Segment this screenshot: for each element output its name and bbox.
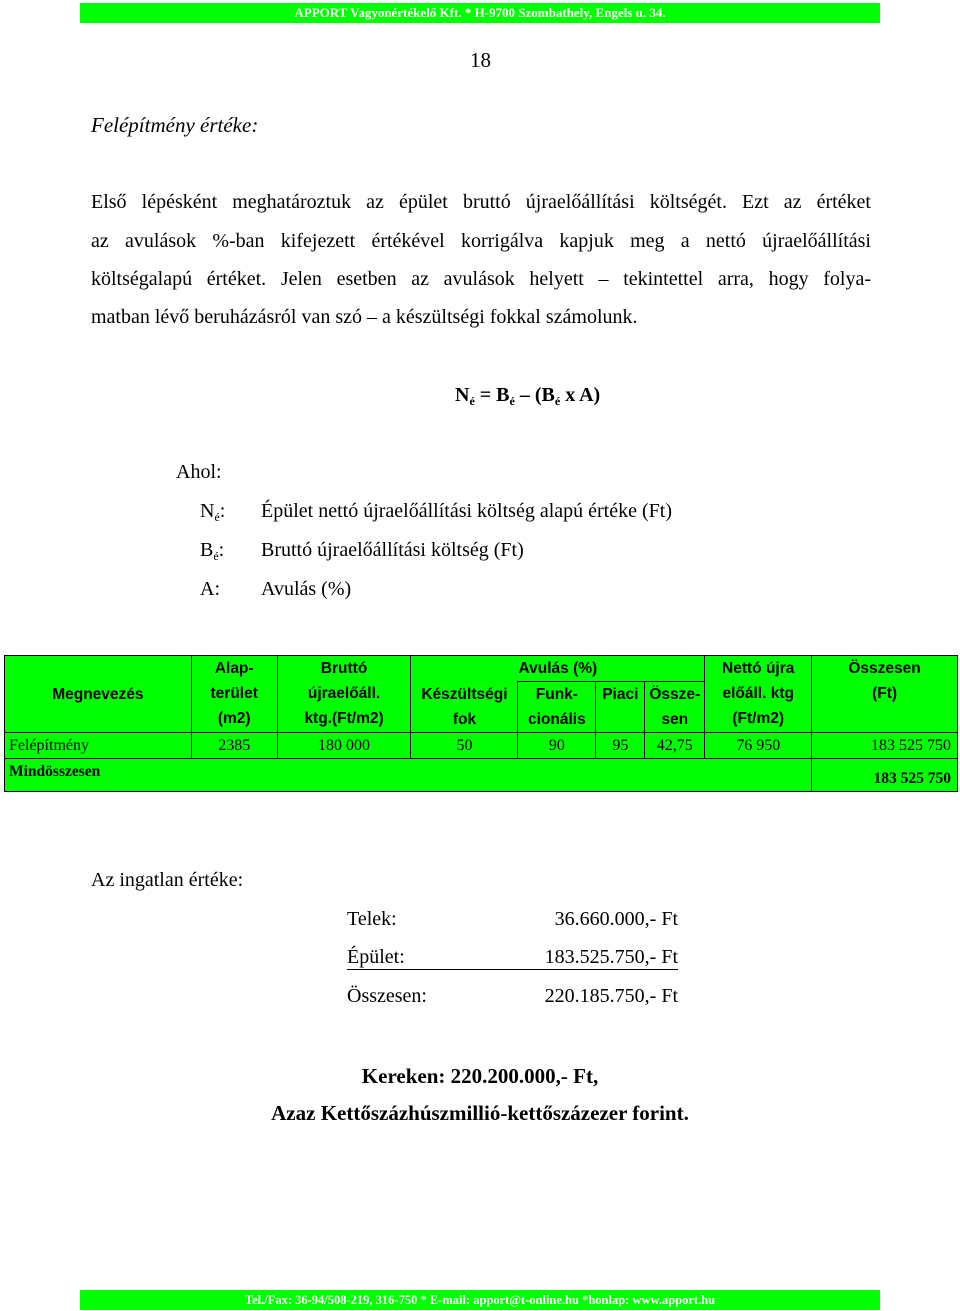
paragraph-line-4: matban lévő beruházásról van szó – a készültségi fokkal számolunk.: [91, 306, 638, 328]
header-avulas-group: Avulás (%): [411, 656, 705, 682]
header-total-avulas: Össze- sen: [645, 682, 705, 733]
definition-symbol-ne: $N_é$:: [200, 500, 226, 525]
header-gross-cost: Bruttó újraelőáll. ktg.(Ft/m2): [277, 656, 411, 733]
value-in-words: Azaz Kettőszázhúszmillió-kettőszázezer forint.: [271, 1101, 689, 1125]
value-label-epulet: Épület:: [347, 946, 405, 968]
sum-underline: [347, 969, 678, 970]
table-total-row: [5, 759, 958, 792]
rounded-value: Kereken: 220.200.000,- Ft,: [361, 1064, 599, 1088]
paragraph-line-2: az avulások %-ban kifejezett értékével korrigálva kapjuk meg a nettó újraelőállítási: [91, 230, 871, 252]
definition-text-be: Bruttó újraelőállítási költség (Ft): [261, 539, 524, 561]
cell-completion: 50: [411, 733, 518, 759]
cell-total-avulas: 42,75: [645, 733, 705, 759]
cell-name: Felépítmény: [5, 733, 192, 759]
header-sum: Összesen (Ft): [812, 656, 958, 733]
value-telek: 36.660.000,- Ft: [554, 908, 678, 930]
value-label-total: Összesen:: [347, 985, 427, 1007]
cell-functional: 90: [518, 733, 596, 759]
total-label: Mindösszesen: [5, 759, 812, 792]
total-value: 183 525 750: [812, 759, 958, 792]
header-name: Megnevezés: [5, 656, 192, 733]
definition-text-ne: Épület nettó újraelőállítási költség alapú értéke (Ft): [261, 500, 672, 522]
header-completion: Készültségi fok: [411, 682, 518, 733]
value-epulet: 183.525.750,- Ft: [544, 946, 678, 968]
table-row: [5, 733, 958, 759]
cell-net: 76 950: [705, 733, 812, 759]
valuation-table: [4, 655, 958, 792]
formula: $N_é = B_é - (B_é$ x A): [455, 384, 601, 409]
header-area: Alap- terület (m2): [191, 656, 277, 733]
header-bar: [80, 3, 880, 23]
section-title: Felépítmény értéke:: [91, 113, 259, 137]
cell-sum: 183 525 750: [812, 733, 958, 759]
definition-symbol-a: A:: [200, 578, 221, 600]
page-number: 18: [470, 48, 491, 72]
footer-contact-text: Tel./Fax: 36-94/508-219, 316-750 * E-mail: apport@t-online.hu *honlap: www.apport.hu: [244, 1293, 716, 1307]
header-company-text: APPORT Vagyonértékelő Kft. * H-9700 Szombathely, Engels u. 34.: [294, 5, 666, 20]
paragraph-line-3: költségalapú értéket. Jelen esetben az avulások helyett – tekintettel arra, hogy folya-: [91, 268, 871, 290]
definition-symbol-be: $B_é$:: [200, 539, 225, 564]
value-label-telek: Telek:: [347, 908, 397, 930]
paragraph-line-1: Első lépésként meghatároztuk az épület bruttó újraelőállítási költségét. Ezt az értéket: [91, 191, 871, 213]
cell-area: 2385: [191, 733, 277, 759]
value-total: 220.185.750,- Ft: [544, 985, 678, 1007]
definition-text-a: Avulás (%): [261, 578, 352, 600]
header-functional: Funk- cionális: [518, 682, 596, 733]
cell-market: 95: [596, 733, 645, 759]
cell-gross: 180 000: [277, 733, 411, 759]
footer-bar: [80, 1290, 880, 1310]
header-net-cost: Nettó újra előáll. ktg (Ft/m2): [705, 656, 812, 733]
value-heading: Az ingatlan értéke:: [91, 869, 244, 891]
header-market: Piaci: [596, 682, 645, 733]
table-header-row: [5, 656, 958, 682]
definitions-intro: Ahol:: [176, 461, 222, 483]
